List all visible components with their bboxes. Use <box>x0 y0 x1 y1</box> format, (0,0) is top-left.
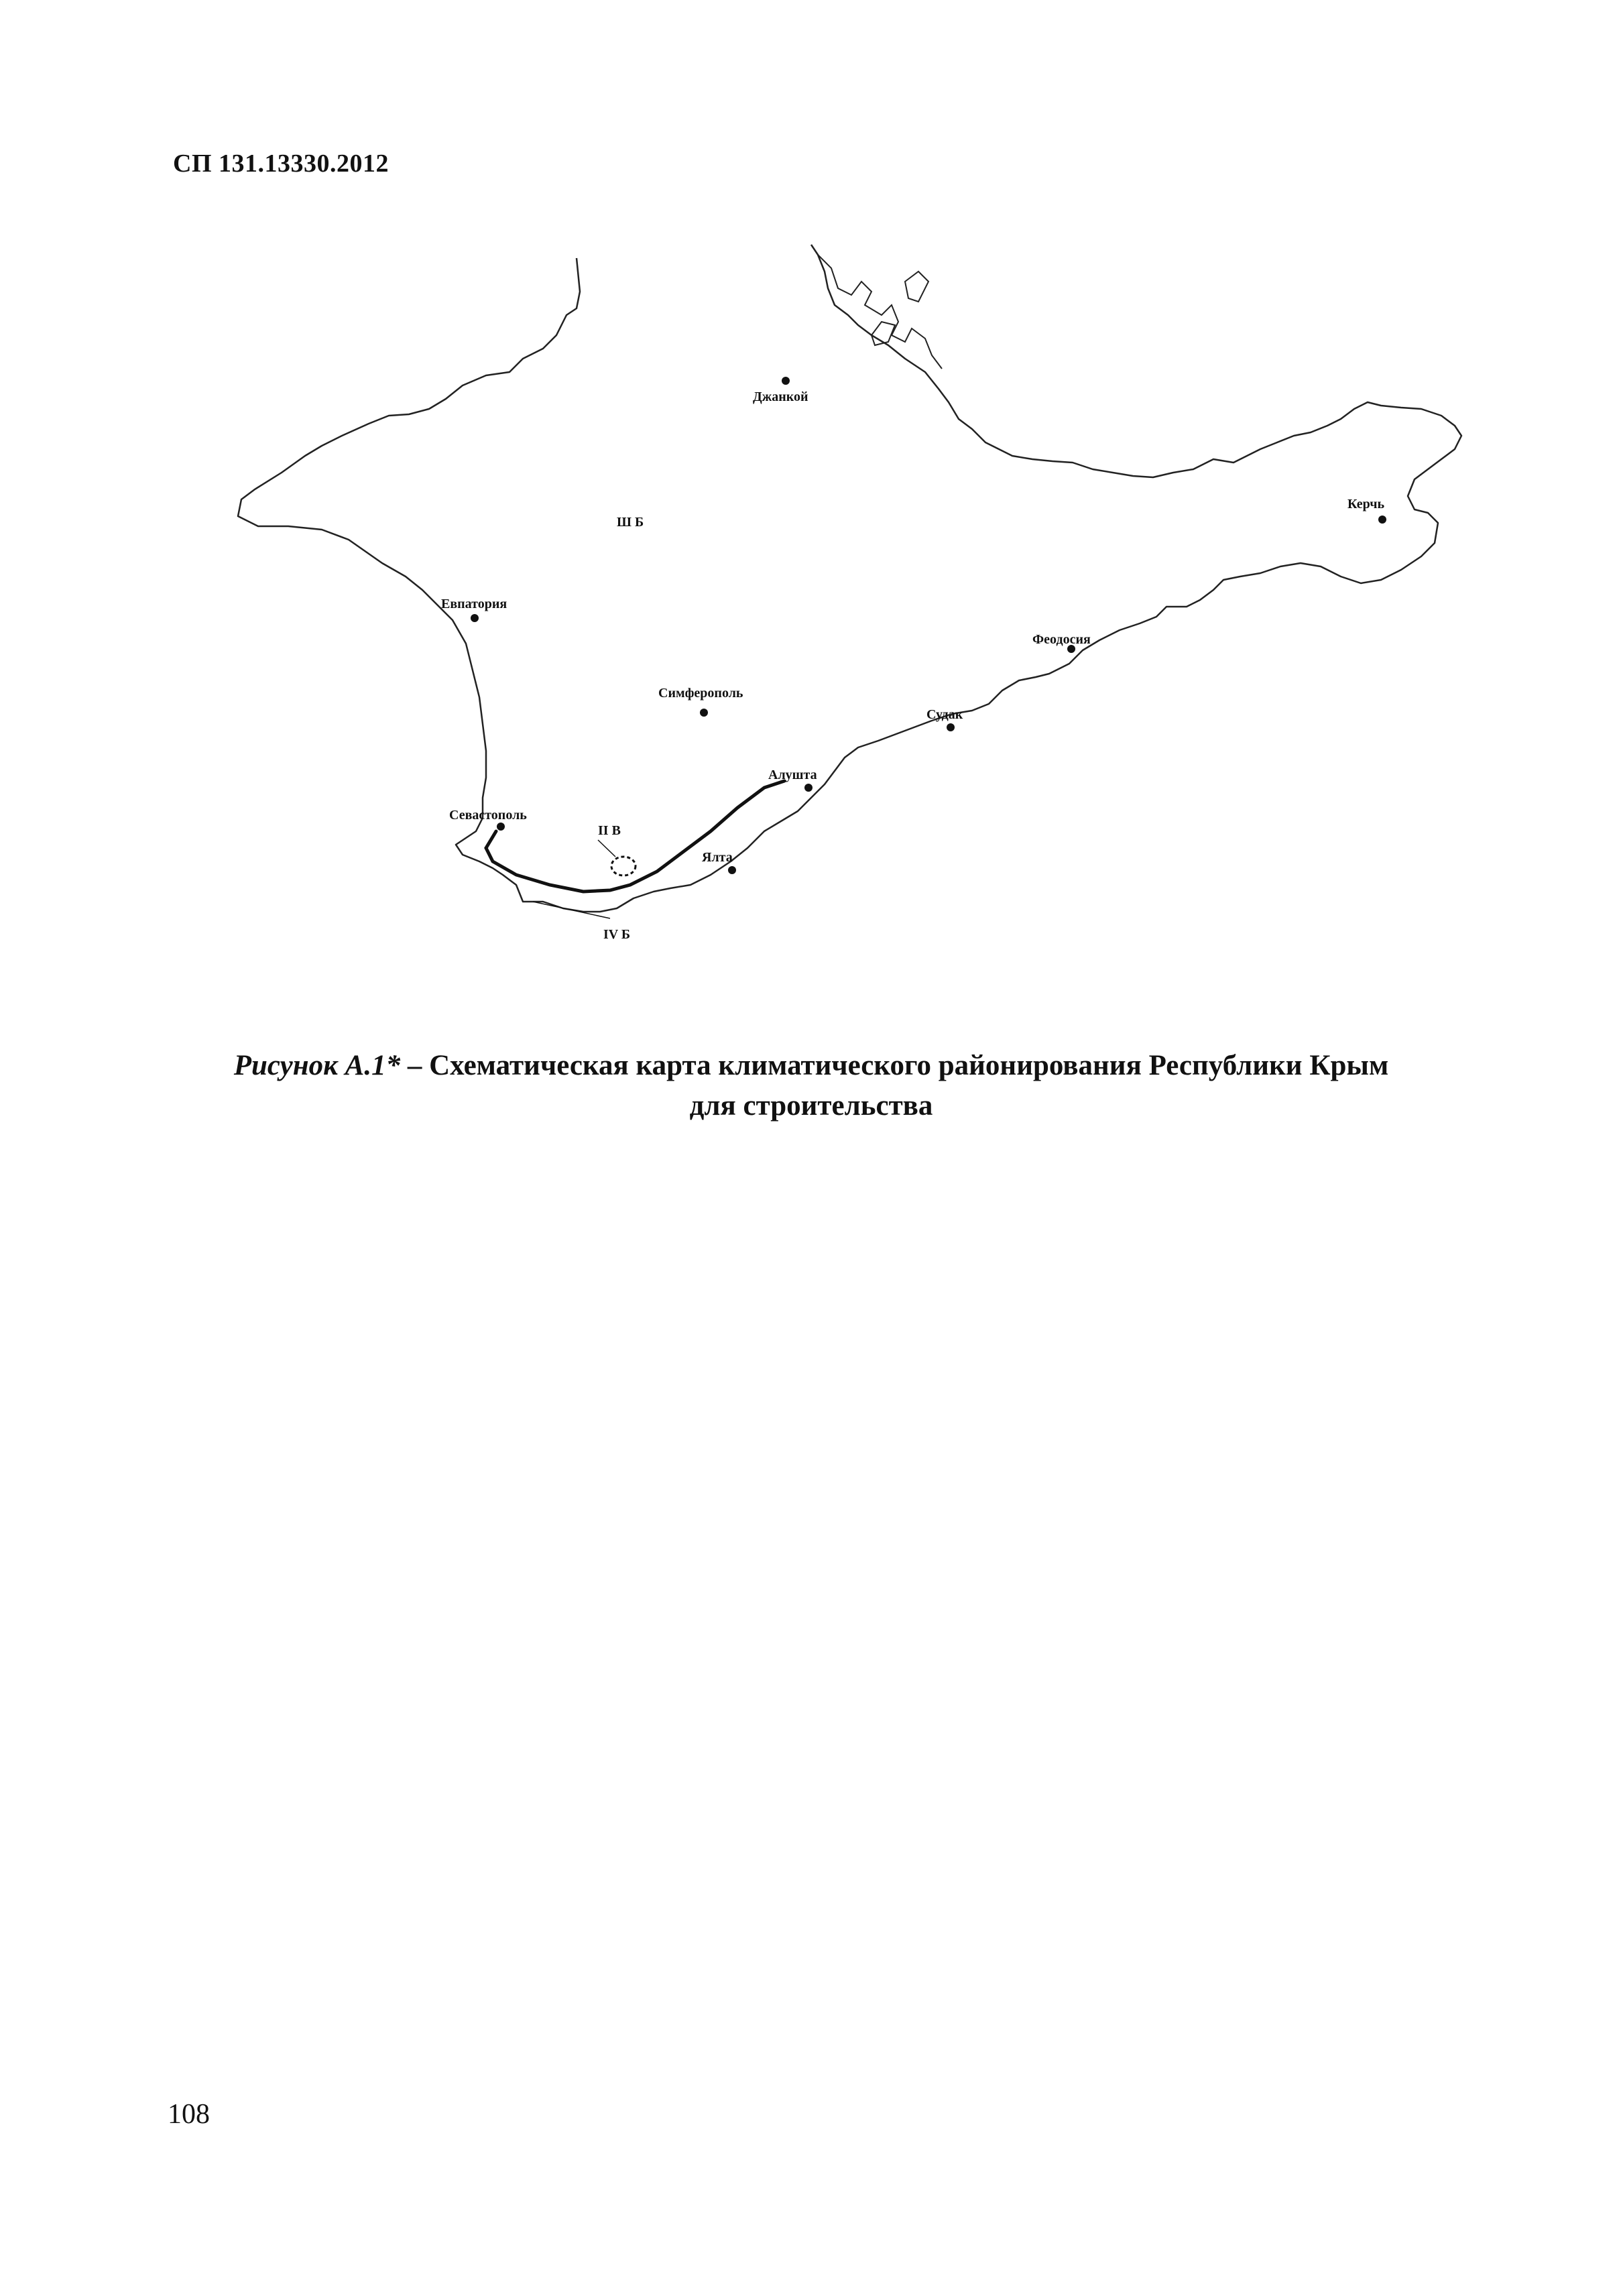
page-number: 108 <box>168 2099 210 2130</box>
crimea-climate-map <box>228 241 1488 992</box>
document-header: СП 131.13330.2012 <box>173 149 389 178</box>
caption-figure-number: Рисунок А.1* <box>233 1050 401 1081</box>
city-marker <box>804 784 813 792</box>
city-marker <box>782 377 790 385</box>
city-alushta <box>768 768 817 792</box>
city-yalta <box>702 850 736 874</box>
city-label: Севастополь <box>449 808 527 823</box>
city-label: Керчь <box>1347 497 1385 511</box>
crimea-coastline <box>238 245 1461 912</box>
city-label: Алушта <box>768 768 817 782</box>
city-simferopol <box>658 686 743 717</box>
city-label: Феодосия <box>1032 632 1091 647</box>
city-sudak <box>926 707 963 731</box>
city-marker <box>497 823 505 831</box>
city-label: Судак <box>926 707 963 722</box>
city-dzhankoi <box>753 377 808 404</box>
mountain-zone-outline <box>611 857 636 875</box>
zone-label-south-coast: IV Б <box>603 927 631 942</box>
caption-line-1 <box>134 1046 1488 1086</box>
figure-caption <box>134 1046 1488 1126</box>
caption-title: – Схематическая карта климатического районирования Республики Крым <box>400 1050 1389 1081</box>
zone-leader-line <box>533 902 610 918</box>
city-sevastopol <box>449 808 527 831</box>
city-kerch <box>1347 497 1386 524</box>
zone-label-mountain: II В <box>598 823 621 838</box>
city-label: Симферополь <box>658 686 743 701</box>
sivash-island <box>905 271 928 302</box>
city-marker <box>947 723 955 731</box>
city-marker <box>1378 516 1386 524</box>
city-marker <box>728 866 736 874</box>
sivash-lagoon <box>818 255 942 369</box>
climate-zone-boundary <box>486 781 784 892</box>
city-marker <box>700 709 708 717</box>
city-marker <box>471 614 479 622</box>
city-label: Евпатория <box>441 597 507 611</box>
zone-label-north: Ш Б <box>617 515 644 530</box>
zone-leader-line <box>598 840 615 857</box>
city-label: Ялта <box>702 850 733 865</box>
caption-line-2: для строительства <box>689 1090 933 1122</box>
city-label: Джанкой <box>753 389 808 404</box>
